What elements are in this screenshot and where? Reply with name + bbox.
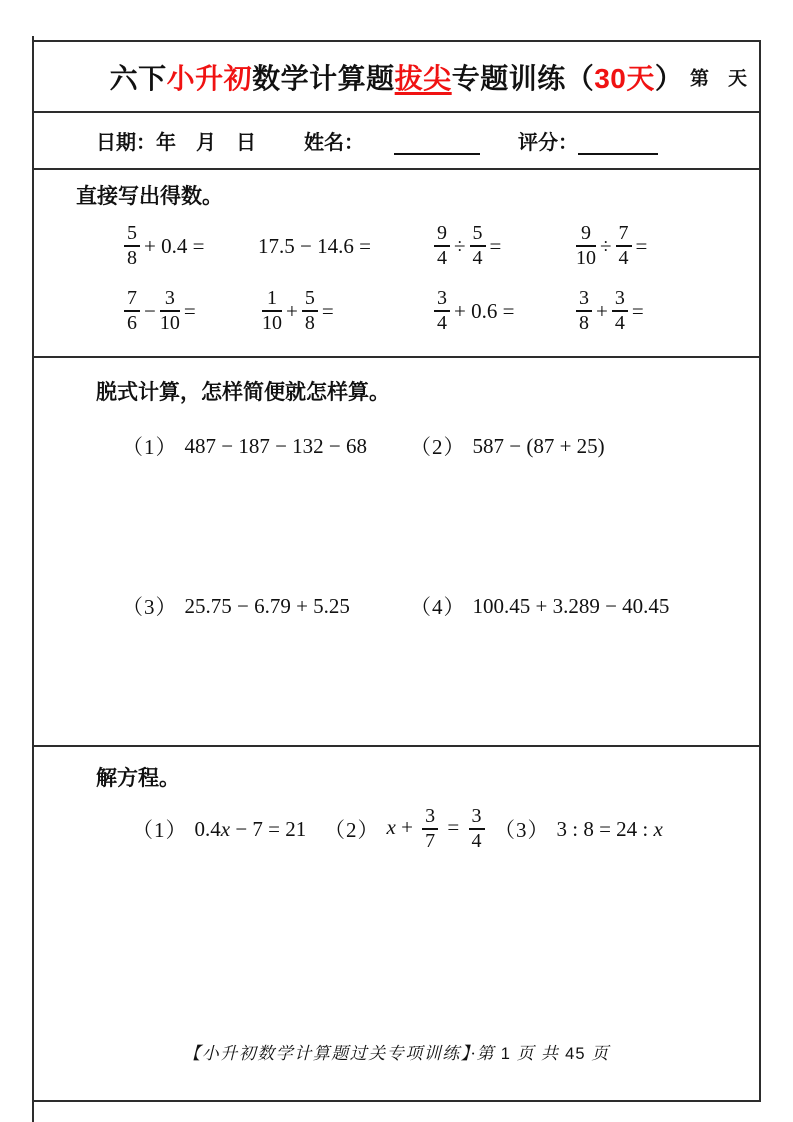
fraction: $\frac{1}{10}$ [262,287,282,334]
fraction: $\frac{9}{10}$ [576,222,596,269]
math-problem: $\frac{3}{4}$ + 0.6 = [430,281,514,341]
fraction: $\frac{3}{8}$ [576,288,592,334]
worksheet-table [32,40,761,1102]
score-blank-line [578,134,658,155]
table-border-artifact-bottom [32,1100,34,1122]
problem-number: （1） [122,435,178,459]
title-segment: 30天 [594,62,655,94]
problem-number: （3） [122,595,178,619]
page-footer [34,1039,759,1064]
meta-row [34,113,759,170]
title-segment: 小升初 [166,62,253,94]
math-problem: $\frac{7}{6}$ − $\frac{3}{10}$ = [120,281,196,341]
section-solve-equations [34,747,759,1100]
math-problem: $\frac{5}{8}$ + 0.4 = [120,216,204,276]
footer-text: 页 共 [510,1044,566,1063]
math-problem: $\frac{9}{10}$ ÷ $\frac{7}{4}$ = [576,222,648,269]
math-problem [122,590,350,622]
section-heading: 解方程。 [96,767,180,790]
section-stepwise-calculation [34,358,759,747]
fraction: $\frac{3}{7}$ [422,806,438,852]
fraction: $\frac{7}{4}$ [616,223,632,269]
math-problem [324,799,489,859]
score-label: 评分： [518,132,578,154]
footer-text: 【小升初数学计算题过关专项训练】 [183,1044,471,1063]
math-problem: 17.5 − 14.6 = [258,233,371,258]
problem-expression: 25.75 − 6.79 + 5.25 [184,593,350,618]
footer-text: · [470,1044,477,1063]
math-problem: $\frac{9}{4}$ ÷ $\frac{5}{4}$ = [430,216,501,276]
problem-expression: 3 : 8 = 24 : x [556,816,663,841]
footer-text: 第 [476,1044,501,1063]
title-segment: ） [654,62,684,94]
math-problem [494,799,663,859]
fraction: $\frac{7}{6}$ [124,288,140,334]
footer-text: 页 [585,1044,610,1063]
date-label: 日期：年 月 日 [96,132,256,154]
section-heading: 脱式计算，怎样简便就怎样算。 [96,381,390,404]
title-segment: 拔尖 [394,62,452,94]
problem-expression: 587 − (87 + 25) [472,433,605,458]
footer-page-number: 1 [500,1045,511,1063]
title-segment: 六下 [109,62,167,94]
title-row [34,42,759,113]
title-segment: 专题训练（ [451,62,595,94]
math-problem: $\frac{1}{10}$ + $\frac{5}{8}$ = [262,287,334,334]
section-heading: 直接写出得数。 [76,185,223,208]
math-problem [132,799,306,859]
fraction: $\frac{3}{4}$ [434,288,450,334]
footer-page-number: 45 [565,1045,586,1063]
problem-expression: 0.4x − 7 = 21 [194,816,307,841]
fraction: $\frac{3}{4}$ [469,806,485,852]
fraction: $\frac{3}{4}$ [612,288,628,334]
problem-number: （4） [410,595,466,619]
name-label: 姓名： [304,132,364,154]
math-problem: $\frac{3}{8}$ + $\frac{3}{4}$ = [572,281,644,341]
problem-number: （2） [410,435,466,459]
section-direct-calculation [34,170,759,358]
fraction: $\frac{5}{8}$ [302,288,318,334]
problem-number: （1） [132,818,188,842]
fraction: $\frac{3}{10}$ [159,287,180,334]
name-blank-line [394,134,480,155]
problem-number: （3） [494,818,550,842]
page-title [110,57,684,97]
math-problem [410,430,605,462]
problem-expression: 100.45 + 3.289 − 40.45 [472,593,670,618]
title-segment: 数学计算题 [252,62,395,94]
fraction: $\frac{5}{8}$ [124,223,140,269]
fraction: $\frac{5}{4}$ [470,223,486,269]
problem-expression: 487 − 187 − 132 − 68 [184,433,368,458]
problem-number: （2） [324,818,380,842]
math-problem [410,590,669,622]
fraction: $\frac{9}{4}$ [434,223,450,269]
problem-expression: x + $\frac{3}{7}$ = $\frac{3}{4}$ [387,806,489,852]
day-number-label: 第 天 [689,68,747,89]
math-problem [122,430,367,462]
